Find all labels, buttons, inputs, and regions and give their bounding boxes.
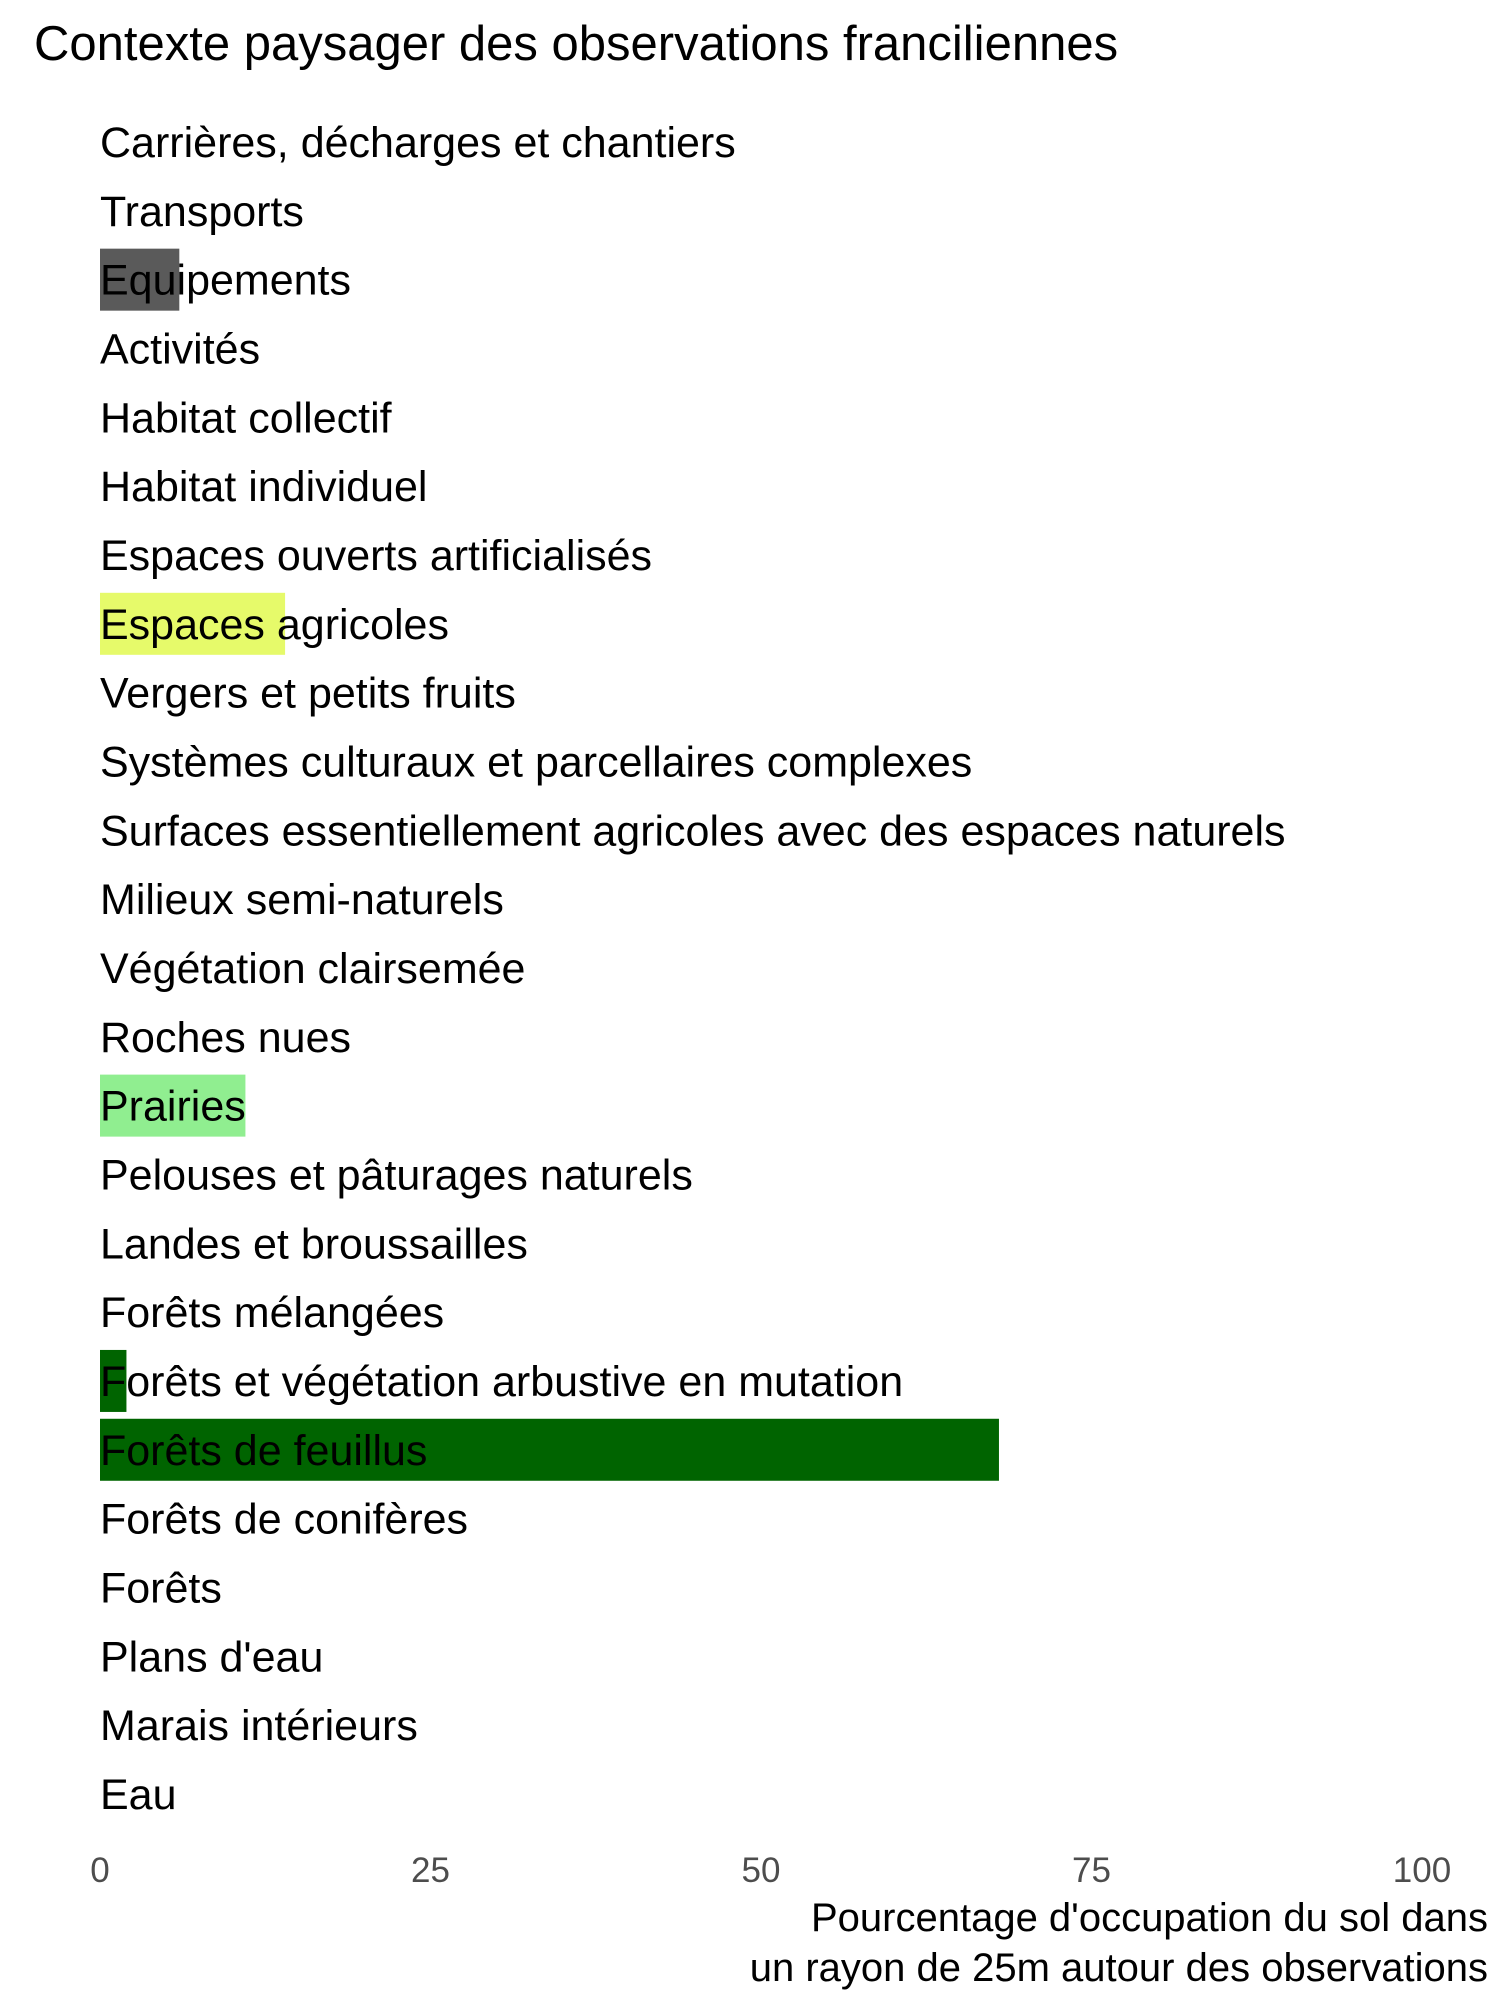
category-label: Forêts et végétation arbustive en mutation — [100, 1357, 904, 1406]
category-label: Forêts mélangées — [100, 1289, 445, 1338]
category-label: Activités — [100, 325, 261, 374]
category-label: Espaces ouverts artificialisés — [100, 531, 653, 580]
category-label: Landes et broussailles — [100, 1220, 528, 1269]
category-label: Eau — [100, 1770, 177, 1819]
category-label: Habitat collectif — [100, 394, 392, 443]
category-label: Systèmes culturaux et parcellaires complexes — [100, 738, 973, 787]
category-label: Transports — [100, 187, 304, 236]
category-label: Forêts de conifères — [100, 1495, 469, 1544]
x-tick-label: 25 — [411, 1851, 450, 1890]
category-label: Espaces agricoles — [100, 600, 449, 649]
x-axis-title — [750, 1896, 1488, 1990]
x-tick-label: 100 — [1392, 1851, 1452, 1890]
category-label: Milieux semi-naturels — [100, 876, 504, 925]
x-axis-ticks — [90, 1851, 1451, 1890]
category-label: Plans d'eau — [100, 1633, 324, 1682]
category-label: Roches nues — [100, 1013, 351, 1062]
category-label: Habitat individuel — [100, 463, 428, 512]
category-label: Prairies — [100, 1082, 246, 1131]
x-tick-label: 50 — [741, 1851, 781, 1890]
x-tick-label: 0 — [90, 1851, 110, 1890]
chart-title: Contexte paysager des observations franciliennes — [34, 17, 1119, 71]
category-label: Carrières, décharges et chantiers — [100, 119, 736, 167]
category-label: Pelouses et pâturages naturels — [100, 1151, 693, 1200]
category-label: Vergers et petits fruits — [100, 669, 516, 718]
category-label: Forêts — [100, 1564, 222, 1613]
x-axis-title-line: Pourcentage d'occupation du sol dans — [810, 1896, 1488, 1940]
category-label: Surfaces essentiellement agricoles avec des espaces naturels — [100, 807, 1286, 856]
x-tick-label: 75 — [1072, 1851, 1111, 1890]
x-axis-title-line: un rayon de 25m autour des observations — [749, 1946, 1488, 1990]
category-label: Végétation clairsemée — [100, 944, 526, 993]
category-labels — [100, 119, 1286, 1819]
category-label: Forêts de feuillus — [100, 1426, 428, 1475]
category-label: Marais intérieurs — [100, 1702, 418, 1751]
category-label: Equipements — [100, 256, 351, 305]
